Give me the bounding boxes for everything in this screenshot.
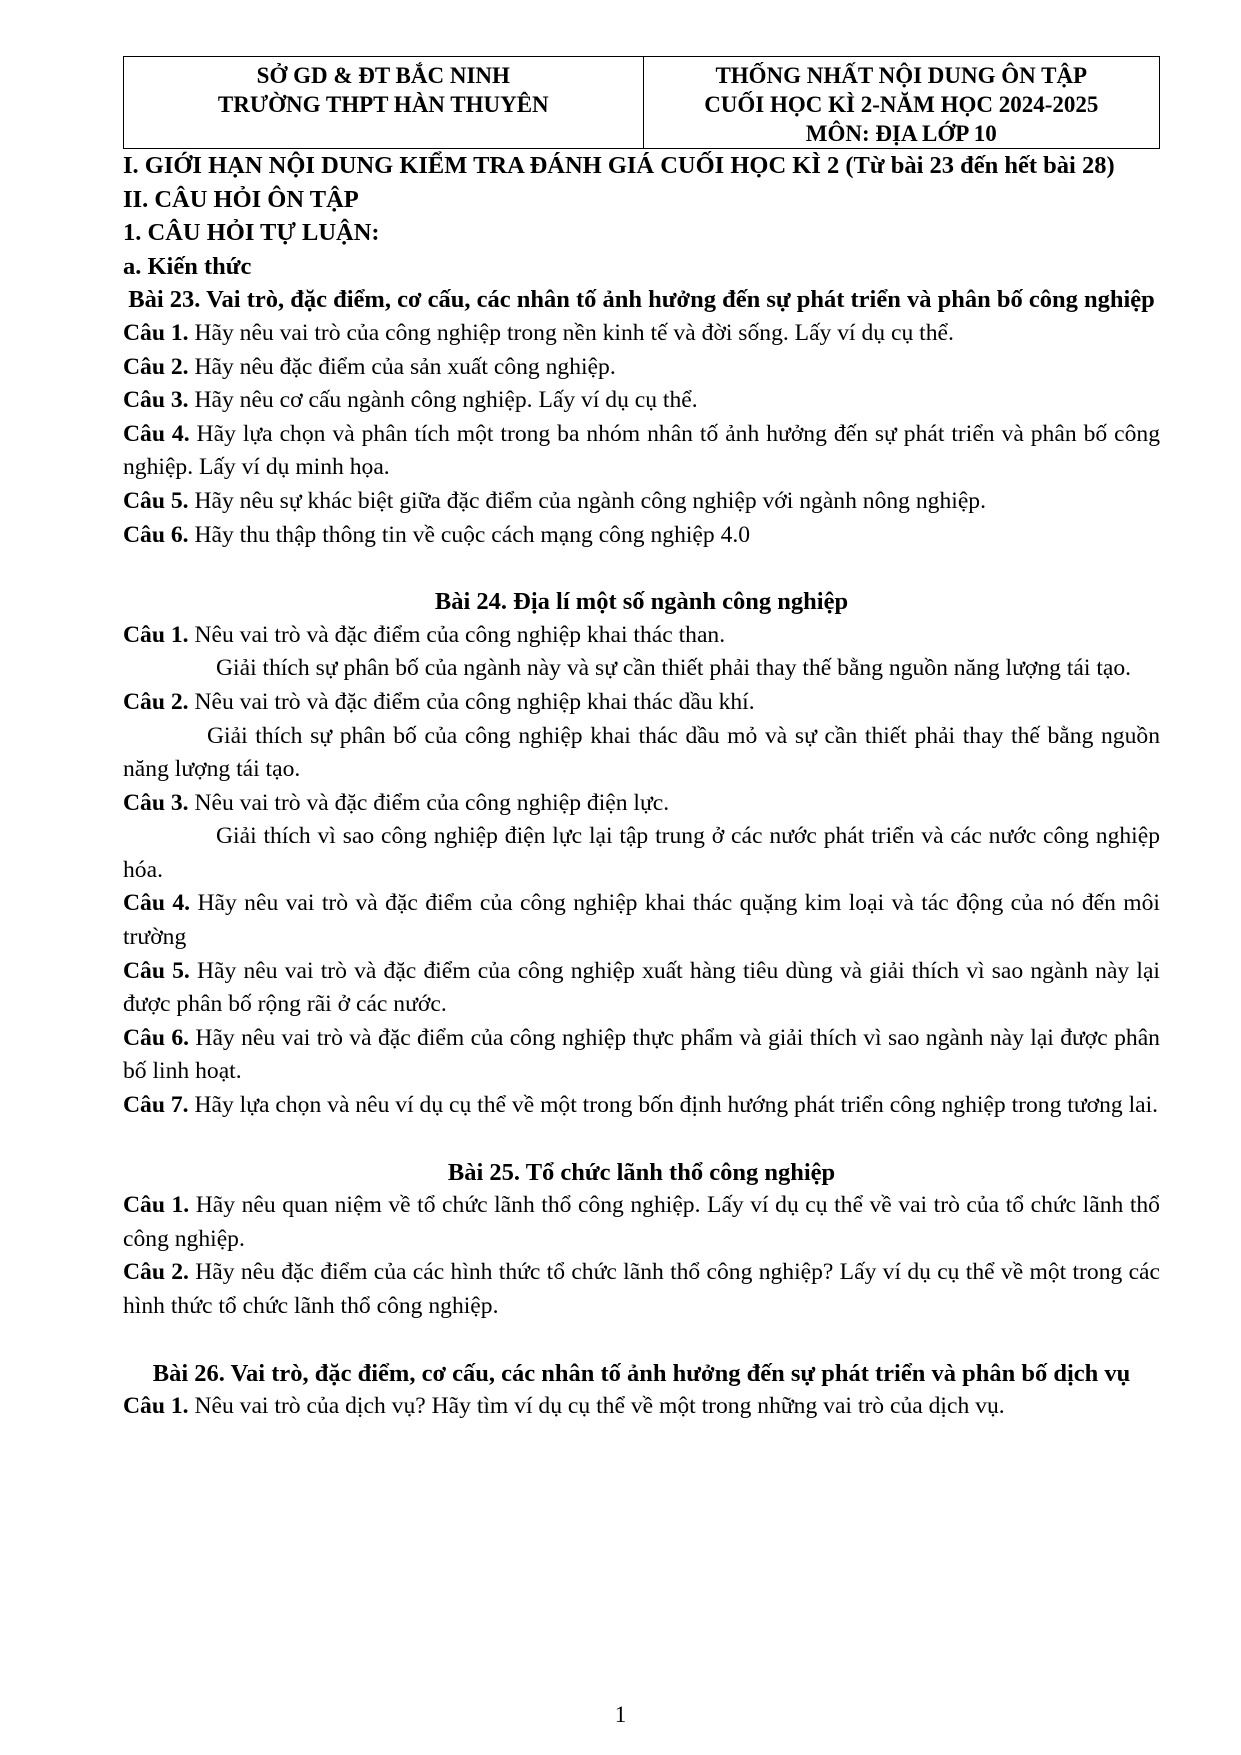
question-label: Câu 3. [123, 789, 189, 816]
doc-subject: MÔN: ĐỊA LỚP 10 [805, 121, 997, 146]
lesson-25-title: Bài 25. Tổ chức lãnh thổ công nghiệp [447, 1158, 836, 1186]
spacer [123, 552, 1160, 585]
spacer [123, 1324, 1160, 1357]
document-page [123, 56, 1160, 1424]
section-limits: I. GIỚI HẠN NỘI DUNG KIỂM TRA ĐÁNH GIÁ CUỐI HỌC KÌ 2 (Từ bài 23 đến hết bài 28) [123, 152, 1115, 179]
header-table [123, 56, 1160, 149]
school-name: TRƯỜNG THPT HÀN THUYÊN [217, 92, 549, 117]
question-label: Câu 5. [123, 957, 190, 984]
lesson-23-title: Bài 23. Vai trò, đặc điểm, cơ cấu, các nhân tố ảnh hưởng đến sự phát triển và phân bố công nghiệp [128, 286, 1155, 314]
question-text: Hãy nêu vai trò và đặc điểm của công nghiệp thực phẩm và giải thích vì sao ngành này lại được phân bố linh hoạt. [123, 1024, 1160, 1085]
question-label: Câu 1. [123, 319, 189, 346]
question-label: Câu 4. [123, 420, 190, 447]
question-label: Câu 3. [123, 387, 189, 414]
question [123, 955, 1160, 1022]
question [123, 351, 1160, 385]
question-label: Câu 2. [123, 688, 189, 715]
question [123, 1022, 1160, 1089]
section-essay-questions: 1. CÂU HỎI TỰ LUẬN: [123, 219, 380, 247]
question [123, 1390, 1160, 1424]
question-text: Nêu vai trò và đặc điểm của công nghiệp điện lực. [188, 789, 670, 816]
question-label: Câu 1. [123, 1393, 189, 1420]
question-continuation: Giải thích vì sao công nghiệp điện lực lại tập trung ở các nước phát triển và các nước công nghiệp hóa. [123, 823, 1160, 883]
doc-term: CUỐI HỌC KÌ 2-NĂM HỌC 2024-2025 [704, 92, 1099, 117]
header-left-cell [124, 57, 644, 149]
question-label: Câu 1. [123, 621, 189, 648]
page-number: 1 [614, 1702, 627, 1727]
question [123, 887, 1160, 954]
question [123, 619, 1160, 653]
question-label: Câu 6. [123, 521, 189, 548]
section-knowledge: a. Kiến thức [123, 252, 252, 280]
lesson-24-title: Bài 24. Địa lí một số ngành công nghiệp [434, 588, 849, 616]
question [123, 686, 1160, 720]
question-label: Câu 1. [123, 1192, 190, 1219]
department-name: SỞ GD & ĐT BẮC NINH [256, 63, 510, 88]
spacer [123, 1123, 1160, 1156]
question-label: Câu 2. [123, 353, 189, 380]
question-text: Hãy lựa chọn và phân tích một trong ba nhóm nhân tố ảnh hưởng đến sự phát triển và phân bố công nghiệp. Lấy ví dụ minh họa. [123, 420, 1160, 481]
question-label: Câu 7. [123, 1092, 189, 1119]
section-review-questions: II. CÂU HỎI ÔN TẬP [123, 185, 359, 213]
question [123, 485, 1160, 519]
question-continuation: Giải thích sự phân bố của công nghiệp khai thác dầu mỏ và sự cần thiết phải thay thế bằng nguồn năng lượng tái tạo. [123, 722, 1160, 783]
doc-title: THỐNG NHẤT NỘI DUNG ÔN TẬP [715, 63, 1088, 88]
question-text: Hãy lựa chọn và nêu ví dụ cụ thể về một trong bốn định hướng phát triển công nghiệp trong tương lai. [188, 1092, 1159, 1119]
question-text: Hãy nêu quan niệm về tổ chức lãnh thổ công nghiệp. Lấy ví dụ cụ thể về vai trò của tổ chức lãnh thổ công nghiệp. [123, 1192, 1160, 1252]
question-label: Câu 2. [123, 1259, 189, 1286]
question-text: Hãy nêu vai trò của công nghiệp trong nền kinh tế và đời sống. Lấy ví dụ cụ thể. [188, 319, 954, 346]
question-text: Hãy nêu sự khác biệt giữa đặc điểm của ngành công nghiệp với ngành nông nghiệp. [188, 487, 986, 514]
question-label: Câu 5. [123, 487, 189, 514]
question [123, 418, 1160, 485]
question-text: Hãy nêu đặc điểm của sản xuất công nghiệp. [188, 353, 616, 380]
question [123, 384, 1160, 418]
question [123, 1189, 1160, 1256]
question-label: Câu 6. [123, 1024, 190, 1051]
question-text: Hãy thu thập thông tin về cuộc cách mạng công nghiệp 4.0 [188, 521, 751, 548]
header-right-cell [643, 57, 1159, 149]
question-text: Hãy nêu cơ cấu ngành công nghiệp. Lấy ví dụ cụ thể. [188, 387, 698, 414]
question-text: Hãy nêu vai trò và đặc điểm của công nghiệp khai thác quặng kim loại và tác động của nó đến môi trường [123, 890, 1160, 951]
question-text: Hãy nêu đặc điểm của các hình thức tổ chức lãnh thổ công nghiệp? Lấy ví dụ cụ thể về một trong các hình thức tổ chức lãnh thổ công nghiệp. [123, 1259, 1161, 1319]
question [123, 1089, 1160, 1123]
question-continuation: Giải thích sự phân bố của ngành này và sự cần thiết phải thay thế bằng nguồn năng lượng tái tạo. [216, 655, 1132, 682]
question [123, 1256, 1160, 1323]
question-text: Hãy nêu vai trò và đặc điểm của công nghiệp xuất hàng tiêu dùng và giải thích vì sao ngành này lại được phân bố rộng rãi ở các nước. [123, 957, 1160, 1018]
lesson-26-title: Bài 26. Vai trò, đặc điểm, cơ cấu, các nhân tố ảnh hưởng đến sự phát triển và phân bố dịch vụ [152, 1359, 1131, 1387]
question-label: Câu 4. [123, 890, 191, 917]
question [123, 519, 1160, 553]
question-text: Nêu vai trò và đặc điểm của công nghiệp khai thác dầu khí. [188, 688, 755, 715]
question [123, 317, 1160, 351]
question-text: Nêu vai trò và đặc điểm của công nghiệp khai thác than. [188, 621, 726, 648]
question [123, 787, 1160, 821]
question-text: Nêu vai trò của dịch vụ? Hãy tìm ví dụ cụ thể về một trong những vai trò của dịch vụ. [188, 1393, 1005, 1420]
